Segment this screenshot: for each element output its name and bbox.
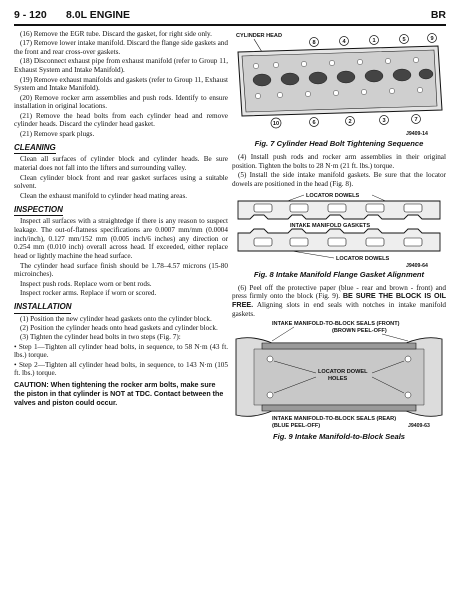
removal-step: (18) Disconnect exhaust pipe from exhaust manifold (refer to Group 11, Exhaust System and Intake Manifold). — [14, 57, 228, 75]
cleaning-paragraph: Clean all surfaces of cylinder block and cylinder heads. Be sure material does not fall into the lifters and surrounding valley. — [14, 155, 228, 173]
inspection-paragraph: The cylinder head surface finish should be 1.78–4.57 microns (15-80 microinches). — [14, 261, 228, 279]
label-gaskets: INTAKE MANIFOLD GASKETS — [290, 222, 371, 229]
figure-id: J9409-64 — [406, 262, 428, 269]
install-text: Aligning slots in end seals with notches in intake manifold gaskets. — [232, 301, 447, 318]
bolt-number: 1 — [372, 38, 376, 44]
oil-free-warning: BE SURE THE BLOCK IS OIL FREE. — [232, 291, 447, 310]
removal-step: (20) Remove rocker arm assemblies and push rods. Identify to ensure installation in original locations. — [14, 93, 228, 111]
installation-step: (3) Tighten the cylinder head bolts in two steps (Fig. 7): — [20, 333, 181, 342]
installation-step: • Step 2—Tighten all cylinder head bolts, in sequence, to 143 N·m (105 ft. lbs.) torque. — [14, 360, 228, 378]
install-text: (6) Peel off the protective paper (blue - rear and brown - front) and press firmly onto the block (Fig. 9). — [232, 283, 446, 301]
bolt-number: 4 — [342, 39, 346, 45]
right-column — [232, 30, 446, 446]
inspection-paragraph: Inspect push rods. Replace worn or bent rods. — [20, 279, 152, 288]
removal-step: (19) Remove exhaust manifolds and gaskets (refer to Group 11, Exhaust System and Intake Manifold). — [14, 75, 228, 93]
caution-note: CAUTION: When tightening the rocker arm bolts, make sure the piston in that cylinder is NOT at TDC. Contact between the valves and piston could occur. — [14, 381, 224, 407]
installation-heading: INSTALLATION — [14, 303, 71, 313]
page-header — [14, 4, 446, 26]
label-front-seal: INTAKE MANIFOLD-TO-BLOCK SEALS (FRONT) — [272, 321, 400, 328]
installation-step: (1) Position the new cylinder head gaskets onto the cylinder block. — [20, 314, 212, 323]
bolt-number: 3 — [382, 118, 386, 124]
figure-caption: Fig. 9 Intake Manifold-to-Block Seals — [272, 432, 406, 442]
section-title: 8.0L ENGINE — [66, 9, 130, 21]
figure-id: J9409-63 — [408, 423, 430, 430]
removal-step: (21) Remove the head bolts from each cylinder head and remove cylinder heads. Discard the cylinder head gasket. — [14, 111, 228, 129]
cleaning-heading: CLEANING — [14, 144, 56, 154]
bolt-number: 7 — [414, 117, 418, 123]
label-rear-peel: (BLUE PEEL-OFF) — [272, 423, 321, 430]
label-locator-dowels: LOCATOR DOWELS — [306, 192, 360, 199]
bolt-number: 6 — [312, 120, 316, 126]
label-dowel: LOCATOR DOWEL — [318, 369, 368, 376]
bolt-number: 5 — [402, 37, 406, 43]
cleaning-paragraph: Clean the exhaust manifold to cylinder head mating areas. — [20, 191, 188, 200]
installation-step: • Step 1—Tighten all cylinder head bolts, in sequence, to 58 N·m (43 ft. lbs.) torque. — [14, 342, 228, 360]
figure-8 — [232, 189, 446, 280]
install-paragraph — [232, 284, 446, 319]
page-number: 9 - 120 — [14, 9, 47, 21]
inspection-heading: INSPECTION — [14, 206, 63, 216]
label-rear-seal: INTAKE MANIFOLD-TO-BLOCK SEALS (REAR) — [272, 416, 397, 423]
gasket-illustration — [232, 189, 446, 269]
figure-caption: Fig. 8 Intake Manifold Flange Gasket Alignment — [253, 269, 425, 279]
label-cylinder-head: CYLINDER HEAD — [236, 33, 282, 39]
inspection-paragraph: Inspect all surfaces with a straightedge if there is any reason to suspect leakage. The out-of-flatness specifications are 0.0007 mm/mm (0.0004 inch/inch), 0.127 mm/152 mm (0.005 inch/6 inches) any direction or 0.254 mm (0.010 inch) overall across head. If exceeded, either replace head or lightly machine the head surface. — [14, 217, 228, 261]
label-locator-dowels-bottom: LOCATOR DOWELS — [336, 255, 390, 262]
bolt-number: 8 — [312, 40, 316, 46]
install-paragraph: (4) Install push rods and rocker arm assemblies in their original position. Tighten the bolts to 28 N·m (21 ft. lbs.) torque. — [232, 152, 446, 170]
bolt-number: 10 — [272, 121, 280, 127]
left-column — [14, 30, 228, 408]
figure-7 — [232, 30, 446, 149]
label-holes: HOLES — [328, 376, 348, 383]
cleaning-paragraph: Clean cylinder block front and rear gasket surfaces using a suitable solvent. — [14, 173, 228, 191]
model-code: BR — [430, 9, 446, 21]
figure-id: J9409-14 — [406, 131, 428, 137]
bolt-number: 9 — [430, 36, 434, 42]
removal-step: (21) Remove spark plugs. — [20, 129, 95, 138]
figure-caption: Fig. 7 Cylinder Head Bolt Tightening Sequence — [254, 139, 424, 148]
block-seals-illustration — [232, 319, 446, 431]
figure-9 — [232, 319, 446, 442]
removal-step: (17) Remove lower intake manifold. Discard the flange side gaskets and the front and rear cross-over gaskets. — [14, 39, 228, 57]
cylinder-head-illustration — [232, 30, 446, 138]
label-front-peel: (BROWN PEEL-OFF) — [332, 328, 387, 335]
installation-step: (2) Position the cylinder heads onto head gaskets and cylinder block. — [20, 323, 218, 332]
removal-step: (16) Remove the EGR tube. Discard the gasket, for right side only. — [20, 30, 212, 38]
bolt-number: 2 — [348, 119, 352, 125]
inspection-paragraph: Inspect rocker arms. Replace if worn or scored. — [20, 288, 157, 297]
install-paragraph: (5) Install the side intake manifold gaskets. Be sure that the locator dowels are positioned in the head (Fig. 8). — [232, 170, 446, 188]
